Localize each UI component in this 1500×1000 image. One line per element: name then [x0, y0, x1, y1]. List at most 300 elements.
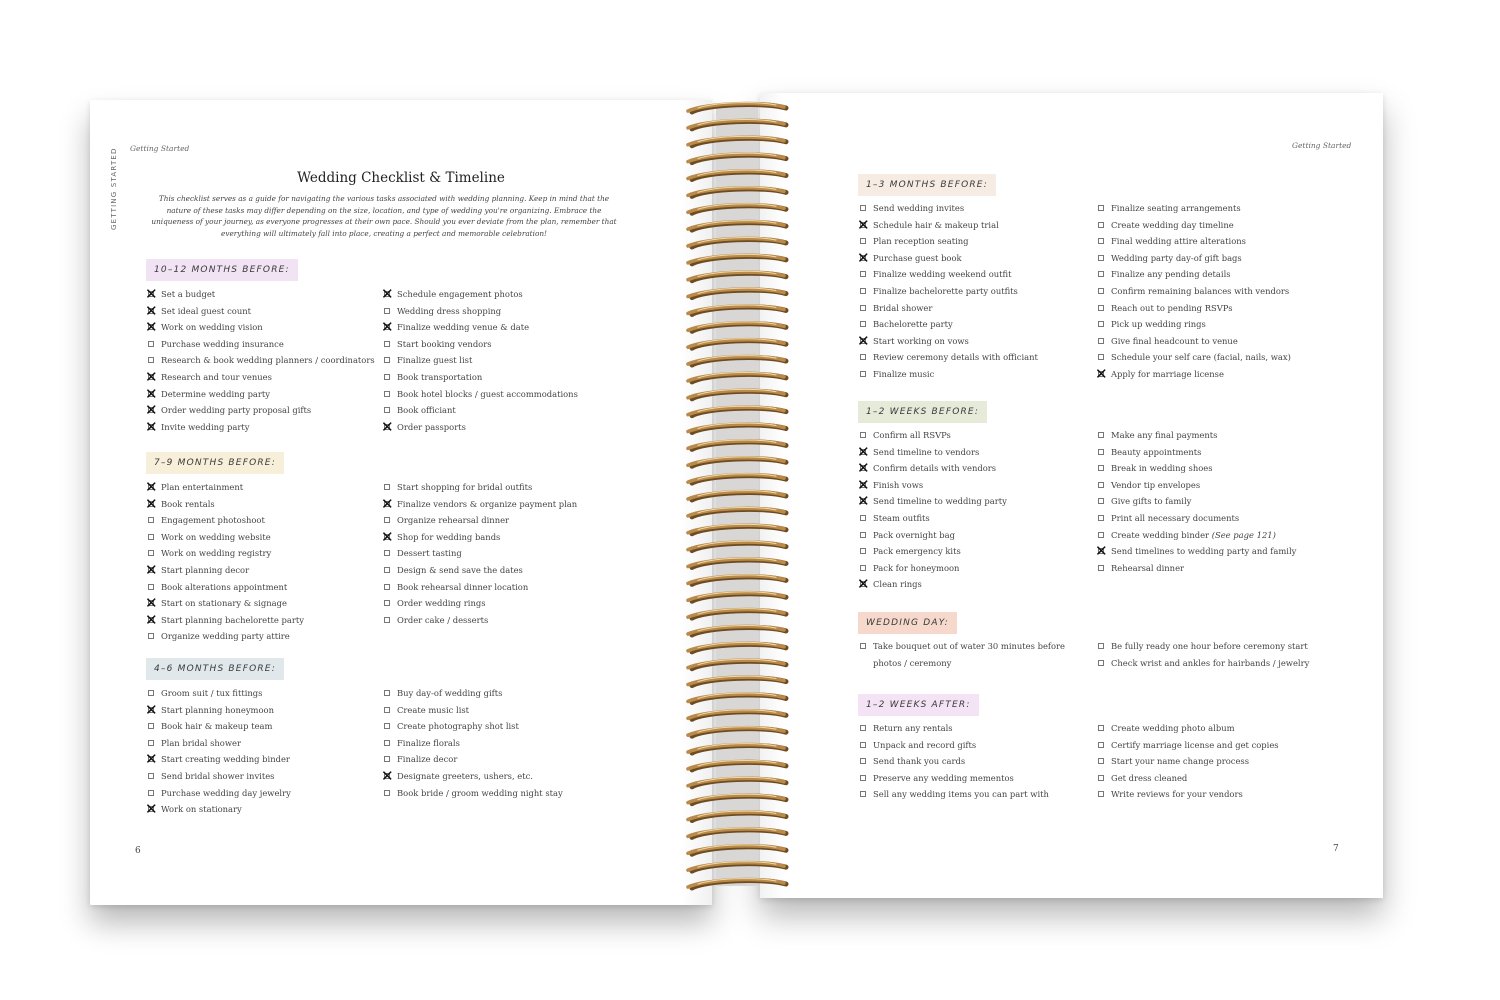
- checkbox[interactable]: [148, 790, 154, 796]
- checklist-item-label: Preserve any wedding mementos: [873, 772, 1014, 783]
- checklist-item[interactable]: [1098, 560, 1296, 577]
- checkbox[interactable]: [384, 391, 390, 397]
- checklist-item[interactable]: [1098, 427, 1296, 444]
- checklist-item-label: Unpack and record gifts: [873, 739, 977, 750]
- checkbox[interactable]: [384, 484, 390, 490]
- checklist-item[interactable]: [1095, 364, 1291, 383]
- checkbox[interactable]: [1098, 643, 1104, 649]
- checklist-item[interactable]: [148, 545, 304, 562]
- checklist-item[interactable]: [857, 459, 1007, 478]
- checklist-item-label: Organize wedding party attire: [161, 631, 290, 642]
- checklist-item[interactable]: [148, 768, 291, 785]
- checkbox[interactable]: [1098, 465, 1104, 471]
- section-label: 10–12 MONTHS BEFORE:: [146, 259, 298, 281]
- checklist-item-label: Return any rentals: [873, 723, 953, 733]
- checklist-item[interactable]: [148, 336, 375, 353]
- checklist-item[interactable]: [148, 512, 304, 529]
- checklist-item-label: Finalize wedding venue & date: [397, 322, 530, 333]
- checklist-item[interactable]: [1098, 300, 1291, 317]
- checklist-item-label: Make any final payments: [1111, 430, 1218, 440]
- check-x-icon: ✕: [1095, 542, 1108, 561]
- checklist-item-label: Sell any wedding items you can part with: [873, 789, 1049, 800]
- checkbox[interactable]: [1098, 338, 1104, 344]
- check-x-icon: ✕: [857, 248, 870, 267]
- checkbox[interactable]: [860, 725, 866, 731]
- checkbox[interactable]: [860, 288, 866, 294]
- checklist-item-label: Finalize bachelorette party outfits: [873, 285, 1018, 296]
- checklist-item[interactable]: [1098, 333, 1291, 350]
- checkbox[interactable]: [860, 775, 866, 781]
- checklist-item[interactable]: [148, 628, 304, 645]
- checkbox[interactable]: [384, 550, 390, 556]
- checklist-item[interactable]: [384, 386, 578, 403]
- checkbox[interactable]: [860, 432, 866, 438]
- checklist-item-label: Create wedding binder: [1111, 529, 1210, 540]
- right-page: [760, 93, 1383, 898]
- checkbox[interactable]: [1098, 660, 1104, 666]
- checkbox[interactable]: [860, 791, 866, 797]
- checkbox[interactable]: [384, 690, 390, 696]
- checklist-item[interactable]: [384, 751, 563, 768]
- checklist-item-label: Purchase guest book: [873, 252, 962, 263]
- checkbox[interactable]: [860, 758, 866, 764]
- checklist-item-label: Purchase wedding insurance: [161, 338, 284, 349]
- checkbox[interactable]: [148, 773, 154, 779]
- checkbox[interactable]: [384, 723, 390, 729]
- checklist-item-label: Send bridal shower invites: [161, 770, 275, 781]
- checklist-item-label: Wedding dress shopping: [397, 305, 502, 316]
- checkbox[interactable]: [384, 374, 390, 380]
- checkbox[interactable]: [1098, 482, 1104, 488]
- checklist-item-label: Start shopping for bridal outfits: [397, 482, 533, 492]
- checkbox[interactable]: [1098, 515, 1104, 521]
- checklist-item[interactable]: [1098, 477, 1296, 494]
- checklist-item-label: Buy day-of wedding gifts: [397, 688, 503, 698]
- checklist-item-label: Clean rings: [873, 579, 922, 590]
- checklist-item-label: Schedule hair & makeup trial: [873, 219, 999, 230]
- checklist-item[interactable]: [1098, 217, 1291, 234]
- checklist-item-label: Send thank you cards: [873, 756, 966, 767]
- checklist-item[interactable]: [1098, 200, 1291, 217]
- checklist-item[interactable]: [1098, 250, 1291, 267]
- checkbox[interactable]: [1098, 271, 1104, 277]
- checklist-item[interactable]: [860, 770, 1049, 787]
- checklist-column: [145, 285, 375, 436]
- checklist-item-label: Schedule your self care (facial, nails, wax): [1111, 352, 1291, 363]
- page-number: 7: [1333, 844, 1339, 854]
- checklist-item-label: Organize rehearsal dinner: [397, 515, 510, 526]
- running-head: Getting Started: [130, 144, 190, 153]
- checklist-item-note: (See page 121): [1211, 529, 1276, 540]
- checkbox[interactable]: [148, 550, 154, 556]
- check-x-icon: ✕: [145, 750, 158, 769]
- checklist-item[interactable]: [860, 366, 1038, 383]
- checkbox[interactable]: [1098, 432, 1104, 438]
- checkbox[interactable]: [860, 565, 866, 571]
- checklist-item-label: Order wedding party proposal gifts: [161, 405, 312, 416]
- checklist-item[interactable]: [860, 527, 1007, 544]
- checklist-item[interactable]: [860, 200, 1038, 217]
- checklist-item-label: Confirm details with vendors: [873, 463, 997, 474]
- checklist-item[interactable]: [384, 545, 577, 562]
- checklist-item[interactable]: [384, 785, 563, 802]
- checkbox[interactable]: [384, 707, 390, 713]
- checkbox[interactable]: [860, 548, 866, 554]
- checkbox[interactable]: [148, 517, 154, 523]
- checklist-column: [857, 200, 1038, 383]
- check-x-icon: ✕: [1095, 364, 1108, 383]
- checklist-item[interactable]: [381, 285, 578, 303]
- check-x-icon: ✕: [857, 442, 870, 461]
- checklist-item[interactable]: [384, 685, 563, 702]
- checkbox[interactable]: [860, 321, 866, 327]
- checklist-item-label: Steam outfits: [873, 512, 930, 523]
- checklist-item-label: Vendor tip envelopes: [1111, 479, 1201, 490]
- checklist-item-label: Finalize seating arrangements: [1111, 203, 1241, 213]
- checklist-item[interactable]: [384, 479, 577, 496]
- checklist-item-label: Check wrist and ankles for hairbands / jewelry: [1111, 657, 1310, 668]
- page-title: Wedding Checklist & Timeline: [297, 170, 505, 186]
- checkbox[interactable]: [860, 742, 866, 748]
- checklist-item-label: Start planning decor: [161, 564, 250, 575]
- checkbox[interactable]: [860, 305, 866, 311]
- section-label: WEDDING DAY:: [858, 612, 957, 634]
- checklist-item[interactable]: [860, 233, 1038, 250]
- checkbox[interactable]: [384, 308, 390, 314]
- checklist-item-label: Pack for honeymoon: [873, 562, 960, 573]
- checkbox[interactable]: [384, 600, 390, 606]
- checklist-item[interactable]: [857, 442, 1007, 461]
- checklist-item-label: Start planning bachelorette party: [161, 614, 304, 625]
- checklist-item-label: Pick up wedding rings: [1111, 319, 1206, 330]
- checkbox[interactable]: [148, 341, 154, 347]
- checklist-item[interactable]: [857, 475, 1007, 494]
- checklist-item[interactable]: [1098, 527, 1296, 544]
- checklist-item-label: Start booking vendors: [397, 338, 492, 349]
- checklist-item-label: Pack overnight bag: [873, 529, 955, 540]
- checklist-item-label: Create wedding day timeline: [1111, 219, 1234, 230]
- checklist-item[interactable]: [1098, 638, 1309, 655]
- checkbox[interactable]: [1098, 725, 1104, 731]
- checklist-item[interactable]: [384, 735, 563, 752]
- checklist-item[interactable]: [384, 402, 578, 419]
- checklist-item[interactable]: [860, 510, 1007, 527]
- checklist-item[interactable]: [381, 494, 578, 513]
- checklist-item[interactable]: [860, 266, 1038, 283]
- checklist-item-label: Get dress cleaned: [1111, 772, 1188, 783]
- checklist-item-label: Determine wedding party: [161, 388, 271, 399]
- checklist-item[interactable]: [381, 527, 577, 546]
- checkbox[interactable]: [860, 238, 866, 244]
- check-x-icon: ✕: [381, 527, 394, 546]
- checkbox[interactable]: [860, 515, 866, 521]
- checklist-item-label: Start creating wedding binder: [161, 754, 290, 765]
- checklist-item[interactable]: [145, 494, 304, 513]
- check-x-icon: ✕: [145, 301, 158, 320]
- checklist-item[interactable]: [145, 560, 304, 579]
- checklist-column: [1098, 720, 1279, 803]
- checkbox[interactable]: [1098, 775, 1104, 781]
- checkbox[interactable]: [1098, 498, 1104, 504]
- checkbox[interactable]: [860, 371, 866, 377]
- checklist-item[interactable]: [381, 318, 578, 337]
- checklist-item-label: Reach out to pending RSVPs: [1111, 302, 1233, 313]
- checklist-item[interactable]: [148, 579, 304, 596]
- checkbox[interactable]: [148, 723, 154, 729]
- checklist-item[interactable]: [1098, 753, 1279, 770]
- checklist-item-label: Finalize decor: [397, 754, 458, 765]
- checklist-item[interactable]: [384, 336, 578, 353]
- checklist-item-label: Finalize vendors & organize payment plan: [397, 498, 578, 509]
- checklist-item[interactable]: [1098, 786, 1279, 803]
- checklist-item-label: Give final headcount to venue: [1111, 335, 1238, 346]
- check-x-icon: ✕: [857, 492, 870, 511]
- checkbox[interactable]: [1098, 222, 1104, 228]
- checklist-item[interactable]: [857, 575, 1007, 594]
- checklist-item-label: Research & book wedding planners / coordinators: [161, 355, 375, 366]
- checklist-item-label: Start your name change process: [1111, 756, 1250, 767]
- checklist-item[interactable]: [860, 753, 1049, 770]
- checklist-item[interactable]: [384, 303, 578, 320]
- checklist-item[interactable]: [384, 562, 577, 579]
- left-page: [90, 100, 712, 905]
- checklist-item[interactable]: [148, 685, 291, 702]
- checklist-item[interactable]: [384, 718, 563, 735]
- check-x-icon: ✕: [145, 478, 158, 496]
- checklist-item[interactable]: [384, 369, 578, 386]
- checklist-item-label: Start on stationary & signage: [161, 598, 287, 609]
- checklist-item[interactable]: [860, 316, 1038, 333]
- check-x-icon: ✕: [857, 575, 870, 594]
- checklist-item-label: Research and tour venues: [161, 371, 272, 382]
- checkbox[interactable]: [384, 357, 390, 363]
- checklist-item[interactable]: [860, 283, 1038, 300]
- checkbox[interactable]: [1098, 758, 1104, 764]
- side-tab: GETTING STARTED: [110, 147, 118, 230]
- checkbox[interactable]: [1098, 255, 1104, 261]
- check-x-icon: ✕: [145, 560, 158, 579]
- checklist-item[interactable]: [860, 720, 1049, 737]
- checklist-item[interactable]: [384, 352, 578, 369]
- checklist-item-label: Rehearsal dinner: [1111, 562, 1185, 573]
- checklist-item[interactable]: [1098, 283, 1291, 300]
- checkbox[interactable]: [1098, 565, 1104, 571]
- checklist-item[interactable]: [1098, 737, 1279, 754]
- checkbox[interactable]: [384, 407, 390, 413]
- checklist-item[interactable]: [145, 417, 375, 436]
- checklist-item-label: Finalize wedding weekend outfit: [873, 269, 1012, 280]
- checklist-item[interactable]: [860, 786, 1049, 803]
- checklist-item[interactable]: [381, 417, 578, 436]
- checklist-item[interactable]: [860, 300, 1038, 317]
- check-x-icon: ✕: [381, 318, 394, 337]
- checklist-item-label: Create photography shot list: [397, 721, 519, 732]
- checkbox[interactable]: [384, 617, 390, 623]
- checklist-item-label: Create wedding photo album: [1111, 723, 1235, 733]
- checklist-item[interactable]: [384, 595, 577, 612]
- checklist-item[interactable]: [145, 800, 291, 819]
- checklist-item[interactable]: [857, 331, 1038, 350]
- section-label: 1–2 WEEKS AFTER:: [858, 694, 979, 716]
- checklist-item[interactable]: [1098, 655, 1309, 672]
- checklist-item[interactable]: [1098, 460, 1296, 477]
- checklist-item[interactable]: [145, 318, 375, 337]
- checkbox[interactable]: [384, 790, 390, 796]
- checkbox[interactable]: [1098, 321, 1104, 327]
- checklist-item[interactable]: [1098, 444, 1296, 461]
- checklist-item[interactable]: [860, 638, 1093, 671]
- checklist-item-label: Book bride / groom wedding night stay: [397, 787, 563, 798]
- checkbox[interactable]: [384, 740, 390, 746]
- checklist-item-label: Work on wedding registry: [161, 548, 272, 559]
- checklist-item-label: Shop for wedding bands: [397, 531, 501, 542]
- checkbox[interactable]: [1098, 532, 1104, 538]
- checklist-item[interactable]: [857, 492, 1007, 511]
- checklist-item-label: Confirm all RSVPs: [873, 430, 951, 440]
- checklist-item[interactable]: [860, 349, 1038, 366]
- checkbox[interactable]: [1098, 305, 1104, 311]
- checklist-item-label: Engagement photoshoot: [161, 515, 265, 526]
- checklist-column: [1098, 638, 1309, 671]
- checklist-item[interactable]: [148, 529, 304, 546]
- checklist-item-label: Send timeline to vendors: [873, 446, 980, 457]
- checklist-column: [860, 638, 1093, 671]
- section-label: 4–6 MONTHS BEFORE:: [146, 658, 284, 680]
- checklist-item[interactable]: [860, 543, 1007, 560]
- checklist-item[interactable]: [1098, 233, 1291, 250]
- checkbox[interactable]: [384, 756, 390, 762]
- checklist-item-label: Book hotel blocks / guest accommodations: [397, 388, 578, 399]
- checklist-item[interactable]: [145, 301, 375, 320]
- checkbox[interactable]: [1098, 354, 1104, 360]
- checkbox[interactable]: [1098, 449, 1104, 455]
- checkbox[interactable]: [148, 584, 154, 590]
- checklist-item[interactable]: [145, 478, 304, 496]
- checklist-item-label: Bridal shower: [873, 302, 933, 313]
- checklist-item[interactable]: [145, 401, 375, 420]
- check-x-icon: ✕: [145, 285, 158, 303]
- checklist-item-label: Plan entertainment: [161, 482, 244, 492]
- checkbox[interactable]: [1098, 238, 1104, 244]
- checkbox[interactable]: [1098, 791, 1104, 797]
- check-x-icon: ✕: [145, 610, 158, 629]
- checkbox[interactable]: [384, 567, 390, 573]
- checklist-item[interactable]: [145, 700, 291, 719]
- checklist-item[interactable]: [145, 750, 291, 769]
- checklist-item-label: Certify marriage license and get copies: [1111, 739, 1279, 750]
- checklist-item-label: Groom suit / tux fittings: [161, 688, 263, 698]
- checklist-item-label: Finalize guest list: [397, 355, 473, 366]
- checklist-item[interactable]: [1098, 493, 1296, 510]
- checklist-item[interactable]: [1098, 266, 1291, 283]
- checklist-item-label: Work on wedding website: [161, 531, 271, 542]
- checklist-item[interactable]: [860, 737, 1049, 754]
- checklist-item[interactable]: [1098, 720, 1279, 737]
- checklist-item[interactable]: [860, 560, 1007, 577]
- checklist-item-label: Final wedding attire alterations: [1111, 236, 1246, 247]
- checklist-item[interactable]: [384, 512, 577, 529]
- checkbox[interactable]: [148, 534, 154, 540]
- checklist-item[interactable]: [1098, 510, 1296, 527]
- checklist-item[interactable]: [857, 248, 1038, 267]
- checklist-column: [381, 479, 578, 628]
- checkbox[interactable]: [860, 271, 866, 277]
- checklist-column: [381, 685, 563, 801]
- checkbox[interactable]: [1098, 288, 1104, 294]
- check-x-icon: ✕: [381, 766, 394, 785]
- checklist-item-label: Work on stationary: [161, 804, 242, 815]
- checklist-item[interactable]: [1098, 770, 1279, 787]
- checklist-item[interactable]: [384, 579, 577, 596]
- intro-text: This checklist serves as a guide for navigating the various tasks associated with wedding planning. Keep in mind that the nature of these tasks may differ depending on the size, location, and type of wedding you're organizing. Embrace the uniqueness of your journey, as everyone progresses at their own pace. Should you ever deviate from the plan, remember that everything will ultimately fall into place, creating a perfect and memorable celebration!: [151, 194, 617, 238]
- spiral-binding-icon: [676, 96, 796, 896]
- checkbox[interactable]: [148, 690, 154, 696]
- checklist-item-label: Beauty appointments: [1111, 446, 1202, 457]
- checkbox[interactable]: [860, 532, 866, 538]
- checklist-item[interactable]: [384, 612, 577, 629]
- checklist-item-label: Send timeline to wedding party: [873, 496, 1007, 507]
- checklist-item-label: Bachelorette party: [873, 319, 953, 330]
- checklist-item[interactable]: [384, 702, 563, 719]
- checklist-column: [1095, 427, 1297, 576]
- check-x-icon: ✕: [381, 285, 394, 303]
- checklist-item-label: Dessert tasting: [397, 548, 462, 559]
- checklist-item[interactable]: [148, 785, 291, 802]
- checklist-item-label: Send wedding invites: [873, 203, 965, 213]
- checklist-item[interactable]: [381, 766, 563, 785]
- checkbox[interactable]: [148, 740, 154, 746]
- checklist-item-label: Design & send save the dates: [397, 564, 523, 575]
- checklist-item[interactable]: [1098, 316, 1291, 333]
- checkbox[interactable]: [860, 643, 866, 649]
- checklist-item[interactable]: [145, 367, 375, 386]
- checklist-item[interactable]: [860, 427, 1007, 444]
- checklist-item-label: Create music list: [397, 704, 470, 715]
- checkbox[interactable]: [148, 357, 154, 363]
- checklist-item[interactable]: [1095, 542, 1297, 561]
- checkbox[interactable]: [384, 517, 390, 523]
- checkbox[interactable]: [384, 584, 390, 590]
- checkbox[interactable]: [148, 633, 154, 639]
- checklist-item[interactable]: [145, 594, 304, 613]
- checklist-item-label: Order cake / desserts: [397, 614, 489, 625]
- checklist-column: [145, 685, 291, 819]
- checkbox[interactable]: [1098, 742, 1104, 748]
- checklist-item[interactable]: [148, 735, 291, 752]
- checklist-item-label: Send timelines to wedding party and family: [1111, 546, 1297, 557]
- checklist-item[interactable]: [148, 352, 375, 369]
- checklist-item[interactable]: [857, 215, 1038, 234]
- checkbox[interactable]: [860, 354, 866, 360]
- checklist-item-label: Apply for marriage license: [1111, 368, 1224, 379]
- checklist-item[interactable]: [145, 285, 375, 303]
- checklist-item-label: Schedule engagement photos: [397, 289, 523, 299]
- checkbox[interactable]: [384, 341, 390, 347]
- checkbox[interactable]: [860, 205, 866, 211]
- checklist-item-label: Finish vows: [873, 479, 924, 490]
- checkbox[interactable]: [1098, 205, 1104, 211]
- checklist-item-label: Finalize florals: [397, 737, 460, 748]
- check-x-icon: ✕: [145, 494, 158, 513]
- checklist-item[interactable]: [145, 610, 304, 629]
- checklist-column: [145, 478, 304, 645]
- checklist-item-label: Order wedding rings: [397, 598, 486, 609]
- checklist-item[interactable]: [1098, 349, 1291, 366]
- checklist-item-label: Write reviews for your vendors: [1111, 789, 1243, 800]
- checklist-item-label: Finalize music: [873, 368, 935, 379]
- checklist-item[interactable]: [148, 718, 291, 735]
- checklist-item[interactable]: [145, 384, 375, 403]
